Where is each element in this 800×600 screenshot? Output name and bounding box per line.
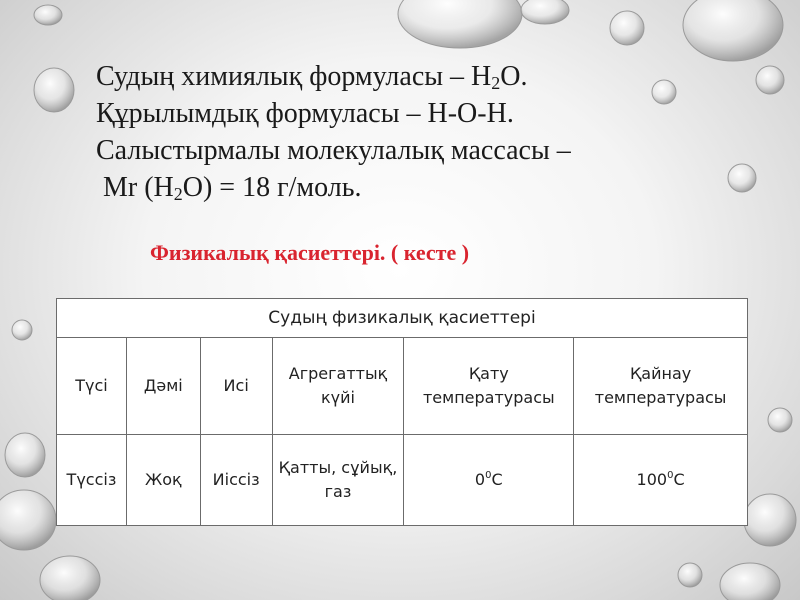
value-smell: Иіссіз [200,435,272,526]
chemical-formula-line: Судың химиялық формуласы – $Н_2О$. [96,61,528,93]
formula-text-block [96,58,571,206]
value-state: Қатты, сұйық, газ [272,435,404,526]
value-taste: Жоқ [126,435,200,526]
value-color: Түссіз [57,435,127,526]
header-smell: Исі [200,338,272,435]
header-taste: Дәмі [126,338,200,435]
header-boiling-temp: Қайнау температурасы [574,338,748,435]
table-values-row [57,435,748,526]
molecular-mass-line: Салыстырмалы молекулалық массасы – [96,135,571,166]
physical-properties-table [56,298,748,526]
structural-formula-line: Құрылымдық формуласы – Н-О-Н. [96,98,514,129]
value-freezing-temp: $0^0С$ [404,435,574,526]
molar-mass-value-line: Mr $(Н_2О) = 18$ г/моль. [96,172,362,204]
physical-properties-subtitle: Физикалық қасиеттері. ( кесте ) [150,240,470,265]
table-title: Судың физикалық қасиеттері [57,299,748,338]
table-header-row [57,338,748,435]
value-boiling-temp: $100^0С$ [574,435,748,526]
header-freezing-temp: Қату температурасы [404,338,574,435]
table-title-row [57,299,748,338]
header-state: Агрегаттық күйі [272,338,404,435]
header-color: Түсі [57,338,127,435]
